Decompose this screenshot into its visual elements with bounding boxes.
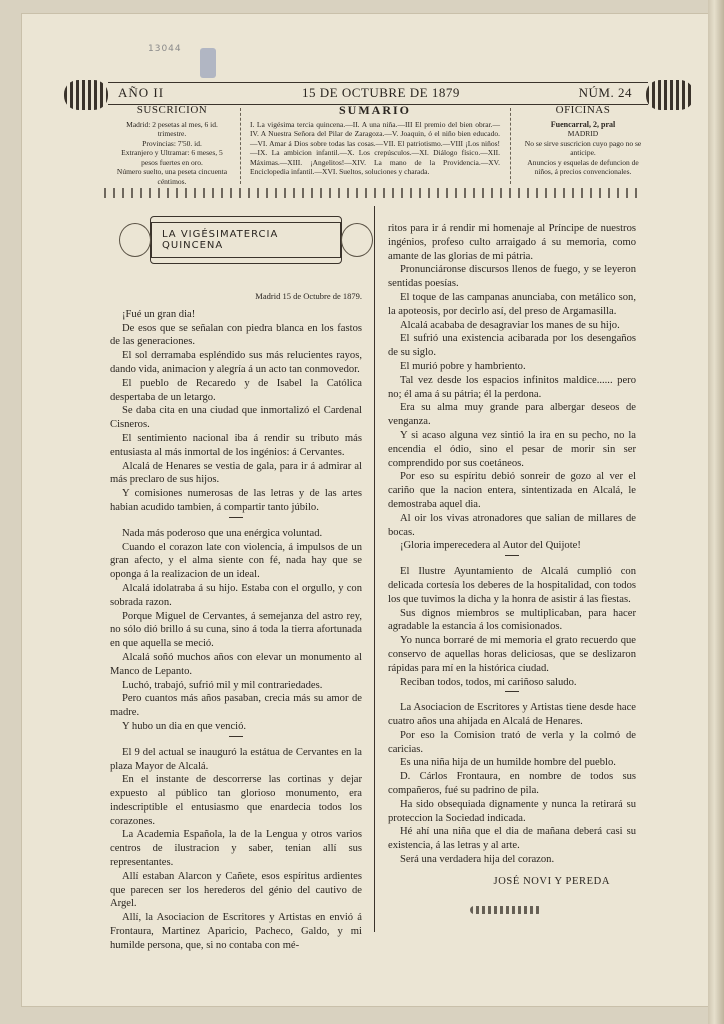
sumario-text: I. La vigésima tercia quincena.—II. A una niña.—III El premio del bien obrar.—IV. A Nuestra Señora del Pilar de Zaragoza.—V. Joaquin, ó el niño bien educado.—VI. Amar á Dios sobre todas las cosas.—VII. El patriotismo.—VIII ¡Los niños!—IX. La ambicion infantil.—X. Los crepúsculos.—XI. Diálogo físico.—XII. Máximas.—XIII. ¡Angelitos!—XIV. La mano de la Providencia.—XV. Enciclopedia infantil.—XVI. Sueltos, soluciones y charada.: [250, 119, 500, 176]
article-paragraph: Yo nunca borraré de mi memoria el grato recuerdo que conservo de aquellas horas deliciosas, que se deslizaron rápidas para mí en la histórica ciudad.: [388, 635, 636, 674]
masthead-bar: [112, 84, 642, 104]
article-paragraph: De esos que se señalan con piedra blanca en los fastos de las generaciones.: [110, 322, 362, 348]
suscricion-line: Madrid: 2 pesetas al mes, 6 id. trimestre.: [126, 119, 218, 138]
article-paragraph: Por eso la Comision trató de verla y la colmó de caricias.: [388, 729, 636, 755]
issue-number: NÚM. 24: [578, 85, 632, 100]
ornamental-border: [104, 188, 644, 198]
article-paragraph: Alcalá soñó muchos años con elevar un monumento al Manco de Lepanto.: [110, 651, 362, 677]
right-column: [388, 222, 636, 889]
oficinas-box: [520, 106, 646, 177]
sumario-box: [250, 103, 500, 177]
article-paragraph: D. Cárlos Frontaura, en nombre de todos sus compañeros, fué su padrino de pila.: [388, 771, 636, 797]
right-scroll-ornament: [646, 80, 694, 110]
title-cartouche: [150, 216, 342, 264]
article-paragraph: Y comisiones numerosas de las letras y de las artes habian acudido tambien, á compartir tanto júbilo.: [110, 488, 362, 513]
article-title: LA VIGÉSIMATERCIA QUINCENA: [151, 222, 341, 258]
page-edge: [708, 0, 724, 1024]
article-paragraph: El 9 del actual se inauguró la estátua de Cervantes en la plaza Mayor de Alcalá.: [110, 746, 362, 772]
article-paragraph: ¡Gloria imperecedera al Autor del Quijote!: [400, 540, 581, 552]
section-separator: [505, 691, 519, 698]
article-paragraph: En el instante de descorrerse las cortinas y dejar expuesto al público tan glorioso monumento, era indescriptible el entusiasmo que enardecia todos los corazones.: [110, 774, 362, 827]
article-paragraph: Es una niña hija de un humilde hombre del pueblo.: [400, 757, 616, 769]
article-paragraph: El toque de las campanas anunciaba, con metálico son, la apoteosis, por decirlo así, del preso de Argamasilla.: [388, 291, 636, 317]
article-paragraph: El pueblo de Recaredo y de Isabel la Católica despertaba de un letargo.: [110, 377, 362, 403]
article-paragraph: Pronunciáronse discursos llenos de fuego, y se leyeron sentidas poesías.: [388, 264, 636, 290]
article-paragraph: Allí estaban Alarcon y Cañete, esos espíritus ardientes que parecen ser los herederos del génio del cautivo de Argel.: [110, 870, 362, 910]
article-paragraph: Luchó, trabajó, sufrió mil y mil contrariedades.: [122, 679, 323, 691]
oficinas-address: Fuencarral, 2, pral: [550, 119, 616, 129]
column-divider: [510, 108, 511, 184]
article-paragraph: Ha sido obsequiada dignamente y nunca la retirará su proteccion la Sociedad indicada.: [388, 798, 636, 824]
article-paragraph: Por eso su espíritu debió sonreir de gozo al ver el cariño que la nacion entera, sintentizada en Alcalá, le demostraba aquel dia.: [388, 471, 636, 510]
article-paragraph: Era su alma muy grande para albergar deseos de venganza.: [388, 402, 636, 428]
column-divider: [240, 108, 241, 184]
oficinas-title: OFICINAS: [555, 104, 611, 116]
article-paragraph: Alcalá de Henares se vestia de gala, para ir á admirar al más preclaro de sus hijos.: [110, 460, 362, 486]
article-paragraph: ritos para ir á rendir mi homenaje al Príncipe de nuestros ingénios, profeso culto arraigado á su memoria, como amante de las glorias de mi pátria.: [388, 223, 636, 262]
author-signature: JOSÉ NOVI Y PEREDA: [493, 875, 610, 887]
article-paragraph: Al oir los vivas atronadores que salian de millares de bocas.: [388, 512, 636, 538]
article-paragraph: Porque Miguel de Cervantes, á semejanza del astro rey, no sólo dió brillo á su cuna, sino á toda la tierra afortunada en que aquella se meció.: [110, 610, 362, 650]
article-paragraph: La Academia Española, la de la Lengua y otros varios centros de ilustracion y saber, tenian allí sus representantes.: [110, 829, 362, 869]
article-paragraph: Y hubo un dia en que venció.: [122, 720, 247, 732]
section-separator: [505, 555, 519, 562]
article-paragraph: Hé ahí una niña que el dia de mañana deberá casi su existencia, á las letras y al arte.: [388, 826, 636, 852]
article-paragraph: Allí, la Asociacion de Escritores y Artistas en envió á Frontaura, Martinez Aparicio, Pacheco, Galdo, y mi humilde persona, que, si no contaba con mé-: [110, 912, 362, 951]
sumario-title: SUMARIO: [338, 103, 411, 117]
column-rule: [374, 206, 375, 932]
section-separator: [229, 736, 243, 743]
article-paragraph: El sol derramaba espléndido sus más relucientes rayos, dando vida, animacion y alegría á un acto tan conmovedor.: [110, 350, 362, 375]
suscricion-line: Número suelto, una peseta cincuenta céntimos.: [116, 167, 228, 186]
article-paragraph: Alcalá acababa de desagraviar los manes de su hijo.: [400, 319, 620, 331]
article-paragraph: Y si acaso alguna vez sintió la ira en su pecho, no la encendia el ódio, sino el pesar de morir sin ser comprendido por sus coetáneos.: [388, 429, 636, 469]
suscricion-title: SUSCRICION: [136, 104, 208, 116]
article-paragraph: Alcalá idolatraba á su hijo. Estaba con el orgullo, y con sobrada razon.: [110, 582, 362, 608]
article-paragraph: Tal vez desde los espacios infinitos maldice...... pero no; él ama á su pátria; él la perdona.: [388, 374, 636, 400]
article-paragraph: Cuando el corazon late con violencia, á impulsos de un gran afecto, y el alma siente con fé, nada hay que se oponga á la realizacion de un ideal.: [110, 541, 362, 581]
header-rule-top: [108, 82, 648, 83]
article-paragraph: Pero cuantos más años pasaban, crecia más su amor de madre.: [110, 693, 362, 719]
suscricion-line: Extranjero y Ultramar: 6 meses, 5 pesos fuertes en oro.: [121, 148, 223, 167]
dateline: Madrid 15 de Octubre de 1879.: [255, 291, 362, 301]
section-separator: [229, 517, 243, 524]
year-label: AÑO II: [118, 85, 165, 100]
article-paragraph: El Ilustre Ayuntamiento de Alcalá cumplió con delicada cortesía los deberes de la hospitalidad, con todos los que tuvimos la dicha y la honra de asistir á las fiestas.: [388, 566, 636, 605]
left-column: [110, 290, 362, 953]
suscricion-box: [112, 106, 232, 186]
end-flourish: [470, 906, 542, 914]
oficinas-city: MADRID: [567, 129, 599, 138]
pencil-mark: 13044: [148, 44, 182, 54]
library-stamp: [200, 48, 216, 78]
article-paragraph: Sus dignos miembros se multiplicaban, para hacer agradable la estancia á los comisionados.: [388, 607, 636, 633]
article-paragraph: El sentimiento nacional iba á rendir su tributo más entusiasta al más inmortal de los ingénios: á Cervantes.: [110, 432, 362, 458]
article-paragraph: Nada más poderoso que una enérgica voluntad.: [122, 527, 323, 539]
article-paragraph: Se daba cita en una ciudad que inmortalizó el Cardenal Cisneros.: [110, 405, 362, 431]
oficinas-line: No se sirve suscricion cuyo pago no se anticipe.: [524, 138, 642, 157]
article-paragraph: ¡Fué un gran dia!: [122, 308, 196, 320]
oficinas-line: Anuncios y esquelas de defuncion de niños, á precios convencionales.: [527, 157, 639, 176]
article-paragraph: El sufrió una existencia acibarada por los desengaños de su siglo.: [388, 333, 636, 359]
left-scroll-ornament: [64, 80, 108, 110]
issue-date: 15 DE OCTUBRE DE 1879: [302, 85, 460, 100]
article-paragraph: El murió pobre y hambriento.: [400, 360, 526, 372]
article-paragraph: Reciban todos, todos, mi cariñoso saludo.: [400, 676, 577, 688]
suscricion-line: Provincias: 7'50. id.: [142, 138, 202, 148]
article-paragraph: Será una verdadera hija del corazon.: [400, 854, 555, 866]
article-paragraph: La Asociacion de Escritores y Artistas tiene desde hace cuatro años una ahijada en Alcalá de Henares.: [388, 702, 636, 728]
